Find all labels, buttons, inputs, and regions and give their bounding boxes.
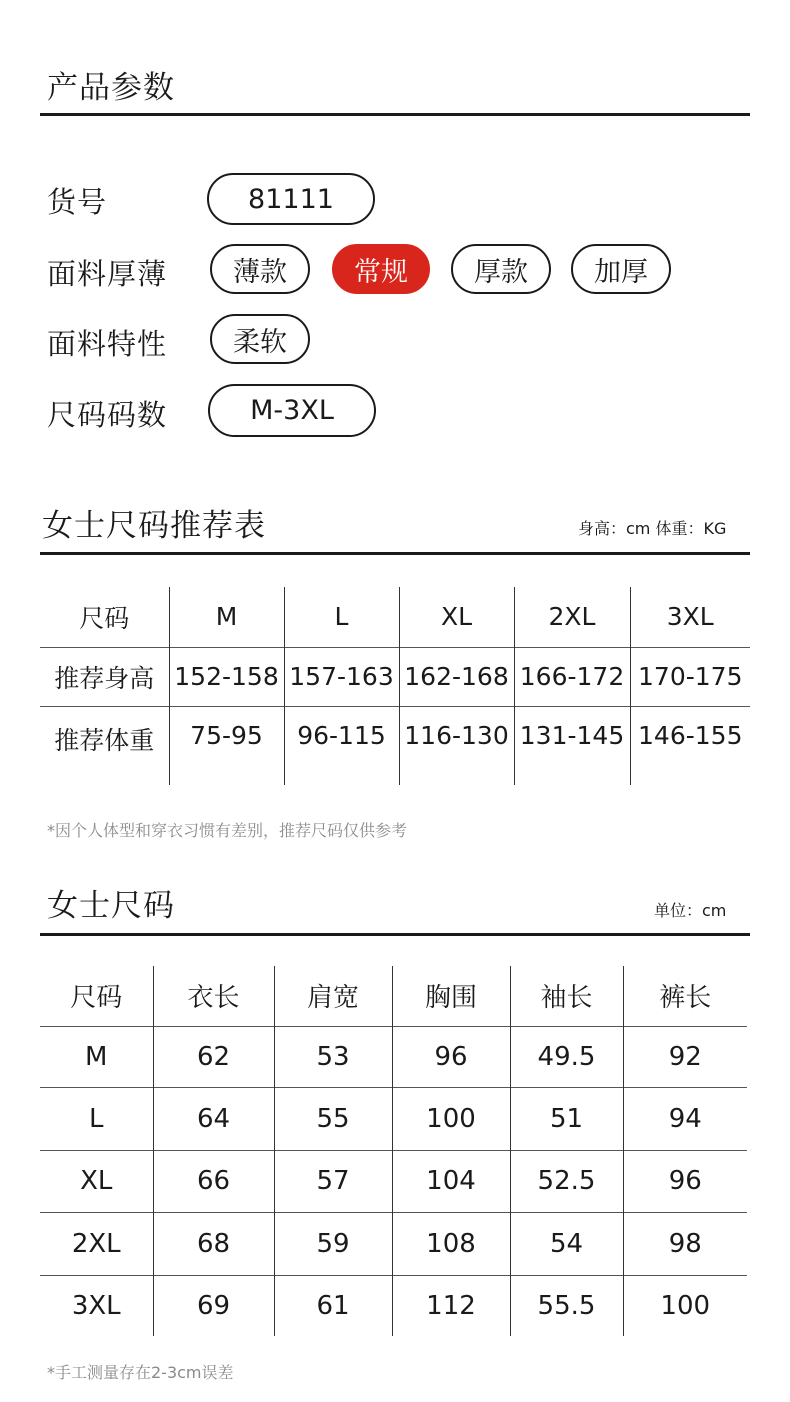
table-row [40,647,750,706]
table-cell: 104 [392,1150,510,1212]
table-row-label: 2XL [40,1212,153,1275]
table-row-label: XL [40,1150,153,1212]
size-measurement-table [40,966,747,1336]
thickness-option-thin: 薄款 [210,244,310,294]
section-divider [40,113,750,116]
table-cell: 57 [274,1150,392,1212]
table-row [40,1150,747,1212]
table-cell: 100 [392,1087,510,1150]
table-cell: 53 [274,1026,392,1087]
table-header-cell: L [284,587,399,647]
table-row-label: 3XL [40,1275,153,1336]
table-cell: 64 [153,1087,274,1150]
table-header-cell: XL [399,587,514,647]
table-cell: 69 [153,1275,274,1336]
table-cell: 131-145 [514,706,630,785]
table-cell: 112 [392,1275,510,1336]
table-cell: 157-163 [284,647,399,706]
table-header-cell: 袖长 [510,966,623,1026]
sku-value-pill: 81111 [207,173,375,225]
table-cell: 116-130 [399,706,514,785]
table-cell: 62 [153,1026,274,1087]
table-row [40,1275,747,1336]
table-row-label: 推荐身高 [40,647,169,706]
table-row [40,1212,747,1275]
table-cell: 55 [274,1087,392,1150]
table-cell: 61 [274,1275,392,1336]
recommend-disclaimer: *因个人体型和穿衣习惯有差别，推荐尺码仅供参考 [47,821,408,840]
table-cell: 75-95 [169,706,284,785]
recommend-unit-note: 身高：cm 体重：KG [578,519,727,538]
table-row-label: L [40,1087,153,1150]
table-cell: 162-168 [399,647,514,706]
table-header-cell: 尺码 [70,983,123,1014]
table-cell: 108 [392,1212,510,1275]
table-header-cell: 尺码 [79,603,130,633]
table-header-cell: 裤长 [623,966,747,1026]
table-header-cell: 衣长 [153,966,274,1026]
section-divider [40,552,750,555]
table-header-cell: 2XL [514,587,630,647]
table-cell: 152-158 [169,647,284,706]
thickness-option-thick: 厚款 [451,244,551,294]
table-cell: 96-115 [284,706,399,785]
table-header-cell: 胸围 [392,966,510,1026]
table-cell: 54 [510,1212,623,1275]
section-divider [40,933,750,936]
table-header-row [40,966,747,1026]
feature-value-pill: 柔软 [210,314,310,364]
table-cell: 59 [274,1212,392,1275]
table-row [40,706,750,785]
table-cell: 92 [623,1026,747,1087]
table-cell: 98 [623,1212,747,1275]
table-cell: 96 [392,1026,510,1087]
table-cell: 166-172 [514,647,630,706]
table-header-row [40,587,750,647]
section-title-sizes: 女士尺码 [47,888,175,924]
size-recommend-table [40,587,750,785]
table-cell: 170-175 [630,647,750,706]
table-row-label: 推荐体重 [40,706,169,785]
table-header-cell: 3XL [630,587,750,647]
sizes-unit-note: 单位：cm [654,901,727,920]
table-row [40,1087,747,1150]
section-title-recommend: 女士尺码推荐表 [42,508,266,544]
sku-label: 货号 [47,185,108,219]
table-cell: 49.5 [510,1026,623,1087]
table-header-cell: 肩宽 [274,966,392,1026]
table-cell: 96 [623,1150,747,1212]
table-cell: 52.5 [510,1150,623,1212]
table-cell: 100 [623,1275,747,1336]
feature-label: 面料特性 [47,327,168,361]
table-cell: 55.5 [510,1275,623,1336]
table-cell: 51 [510,1087,623,1150]
measurement-disclaimer: *手工测量存在2-3cm误差 [47,1363,234,1382]
size-range-label: 尺码码数 [47,398,168,432]
section-title-params: 产品参数 [47,70,175,106]
thickness-option-extra-thick: 加厚 [571,244,671,294]
table-header-cell: M [169,587,284,647]
table-cell: 66 [153,1150,274,1212]
table-row-label: M [40,1026,153,1087]
thickness-option-regular-selected: 常规 [332,244,430,294]
table-cell: 68 [153,1212,274,1275]
size-range-pill: M-3XL [208,384,376,437]
table-row [40,1026,747,1087]
table-cell: 94 [623,1087,747,1150]
thickness-label: 面料厚薄 [47,257,168,291]
table-cell: 146-155 [630,706,750,785]
